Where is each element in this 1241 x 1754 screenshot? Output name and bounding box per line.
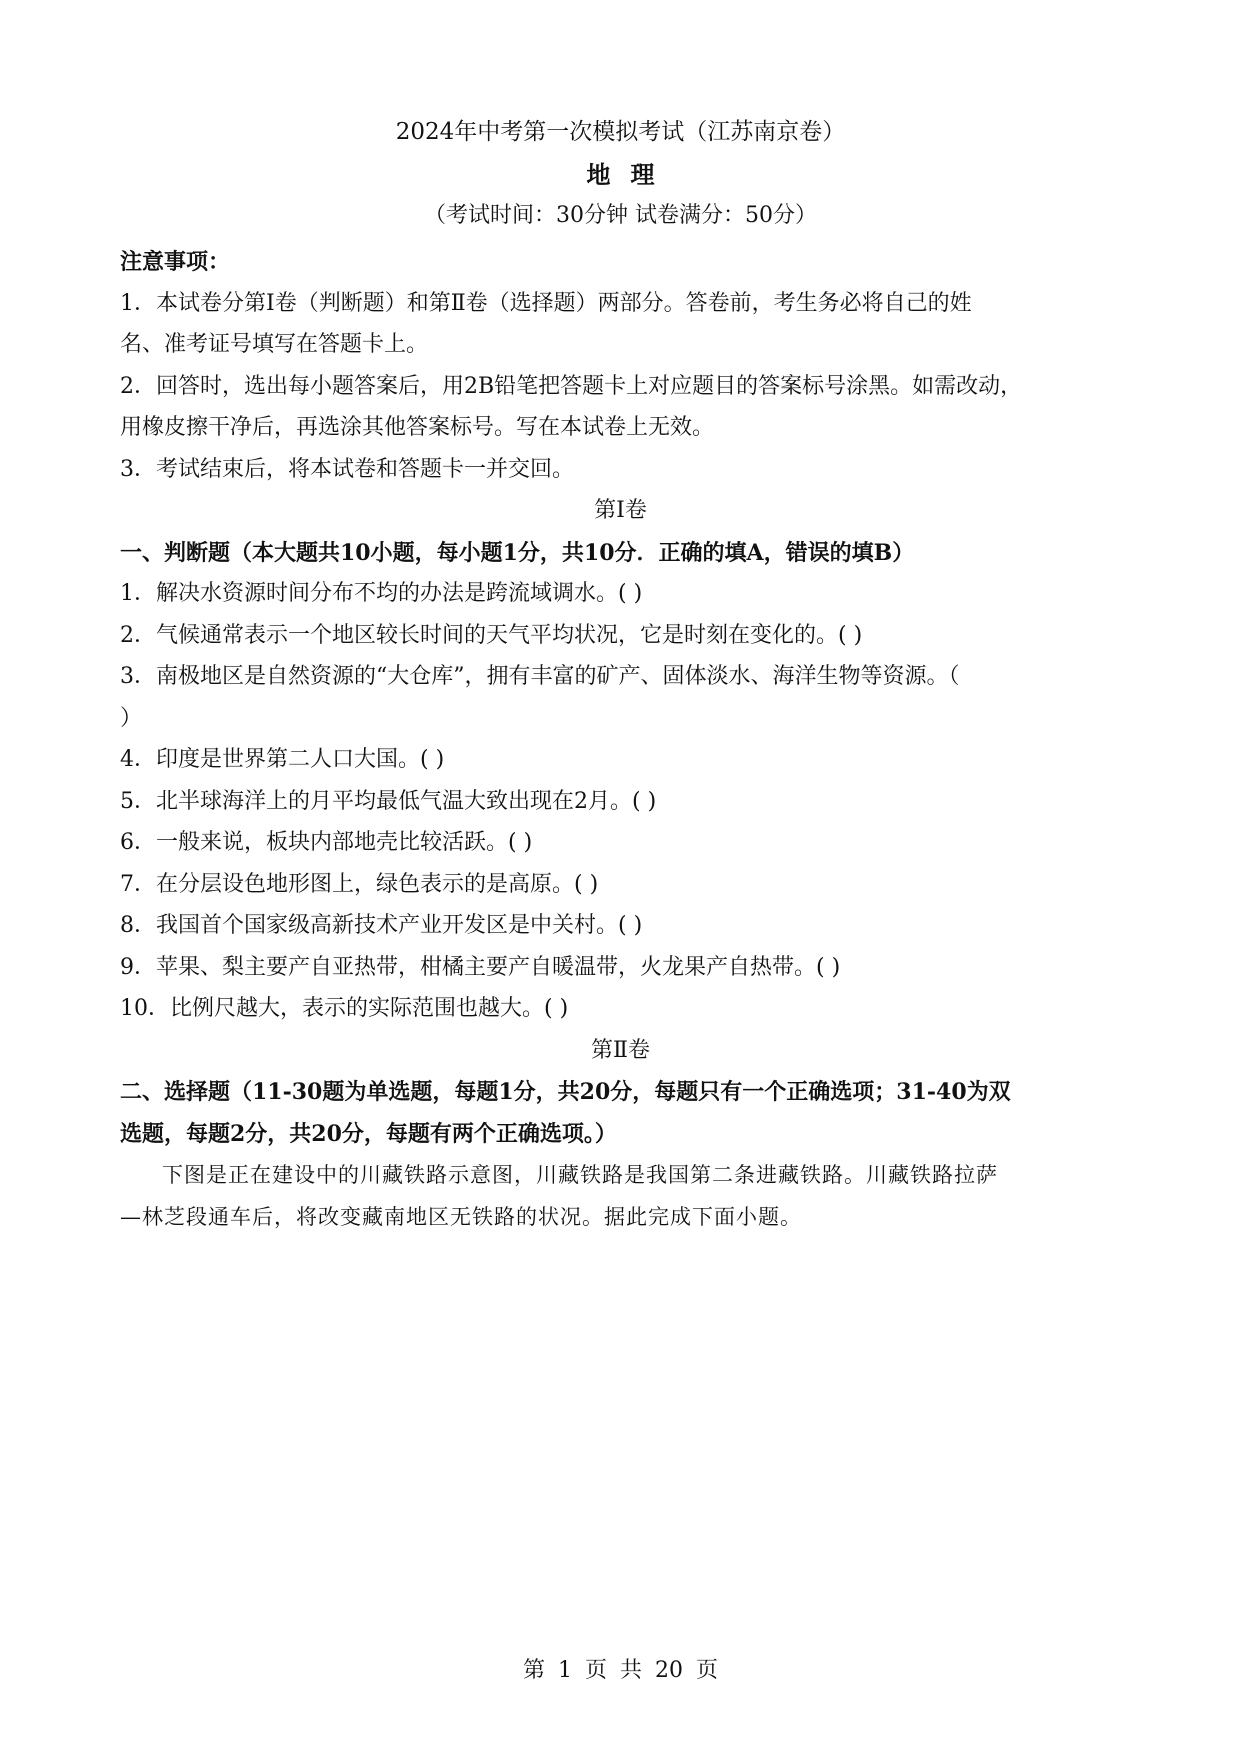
question-2: 2．气候通常表示一个地区较长时间的天气平均状况，它是时刻在变化的。( ) xyxy=(120,623,863,648)
exam-info: （考试时间：30分钟 试卷满分：50分） xyxy=(424,203,817,228)
part2-label: 第Ⅱ卷 xyxy=(591,1038,650,1063)
question-8: 8．我国首个国家级高新技术产业开发区是中关村。( ) xyxy=(120,913,643,938)
page-number: 第 1 页 共 20 页 xyxy=(523,1658,718,1683)
exam-title: 2024年中考第一次模拟考试（江苏南京卷） xyxy=(395,119,846,145)
subject-title: 地理 xyxy=(586,160,675,189)
part2-section-title: 二、选择题（11-30题为单选题，每题1分，共20分，每题只有一个正确选项；31-40为双 xyxy=(120,1079,1011,1105)
part1-section-title: 一、判断题（本大题共10小题，每小题1分，共10分．正确的填A，错误的填B） xyxy=(120,540,915,566)
question-10: 10．比例尺越大，表示的实际范围也越大。( ) xyxy=(120,996,569,1021)
notice-line: 2．回答时，选出每小题答案后，用2B铅笔把答题卡上对应题目的答案标号涂黑。如需改动， xyxy=(120,374,1023,399)
part1-label: 第Ⅰ卷 xyxy=(594,498,647,523)
question-5: 5．北半球海洋上的月平均最低气温大致出现在2月。( ) xyxy=(120,789,657,814)
notice-line: 名、准考证号填写在答题卡上。 xyxy=(120,332,429,357)
question-1: 1．解决水资源时间分布不均的办法是跨流域调水。( ) xyxy=(120,581,643,606)
question-3-continued: ） xyxy=(120,706,143,731)
question-9: 9．苹果、梨主要产自亚热带，柑橘主要产自暖温带，火龙果产自热带。( ) xyxy=(120,955,841,980)
part2-section-title-continued: 选题，每题2分，共20分，每题有两个正确选项。） xyxy=(120,1121,617,1147)
question-intro-continued: —林芝段通车后，将改变藏南地区无铁路的状况。据此完成下面小题。 xyxy=(120,1205,802,1229)
notice-line: 用橡皮擦干净后，再选涂其他答案标号。写在本试卷上无效。 xyxy=(120,415,715,440)
notice-line: 3．考试结束后，将本试卷和答题卡一并交回。 xyxy=(120,457,574,482)
notice-heading: 注意事项： xyxy=(120,249,231,275)
notice-line: 1．本试卷分第Ⅰ卷（判断题）和第Ⅱ卷（选择题）两部分。答卷前，考生务必将自己的姓 xyxy=(120,291,972,316)
question-3: 3．南极地区是自然资源的“大仓库”，拥有丰富的矿产、固体淡水、海洋生物等资源。（ xyxy=(120,664,960,689)
question-6: 6．一般来说，板块内部地壳比较活跃。( ) xyxy=(120,830,533,855)
question-4: 4．印度是世界第二人口大国。( ) xyxy=(120,747,445,772)
question-7: 7．在分层设色地形图上，绿色表示的是高原。( ) xyxy=(120,872,599,897)
question-intro: 下图是正在建设中的川藏铁路示意图，川藏铁路是我国第二条进藏铁路。川藏铁路拉萨 xyxy=(162,1163,998,1187)
